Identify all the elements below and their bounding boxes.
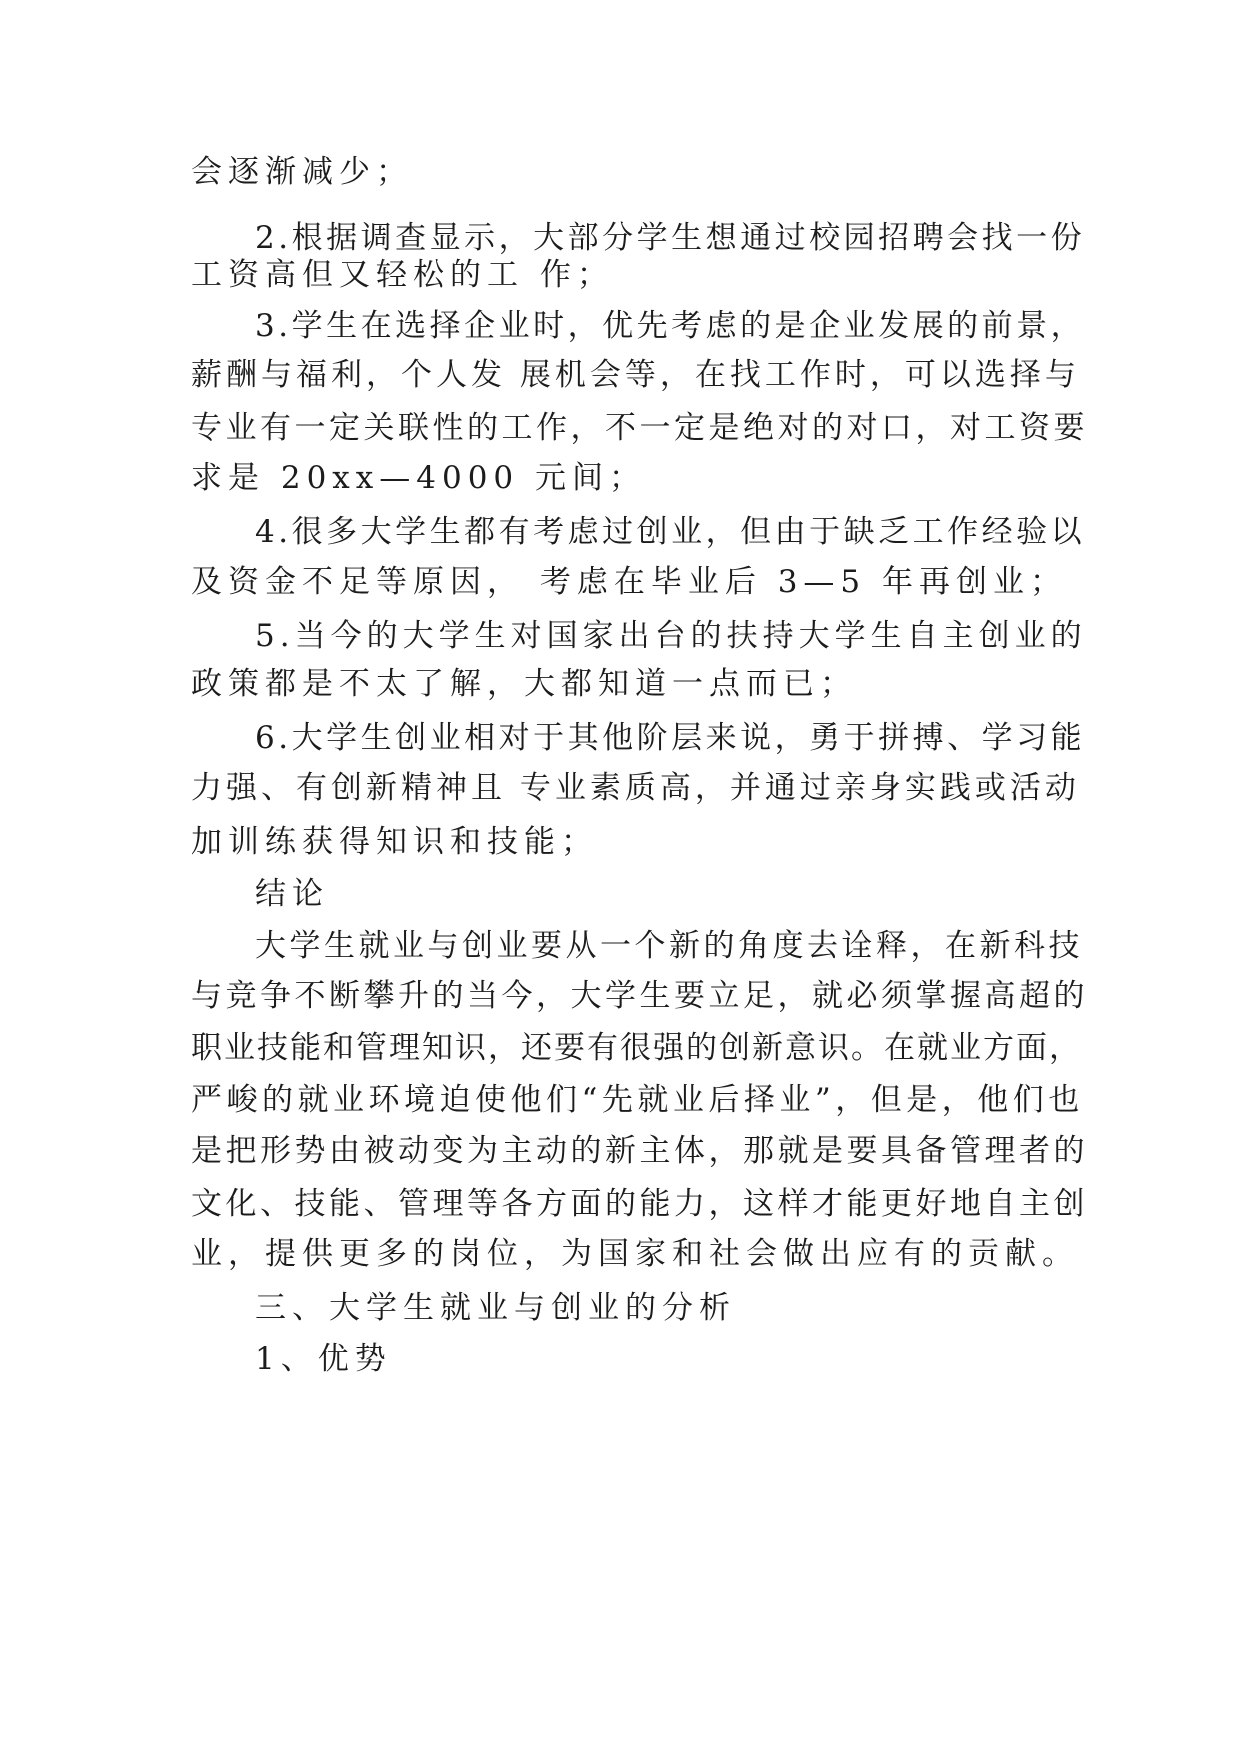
- section-heading: 结论: [255, 876, 329, 912]
- text-line: 6.大学生创业相对于其他阶层来说，勇于拼搏、学习能: [255, 720, 1086, 756]
- text-line: 政策都是不太了解，大都知道一点而已；: [191, 666, 857, 702]
- text-line: 业，提供更多的岗位，为国家和社会做出应有的贡献。: [191, 1236, 1079, 1272]
- text-line: 工资高但又轻松的工 作；: [191, 257, 614, 293]
- text-line: 2.根据调查显示，大部分学生想通过校园招聘会找一份: [255, 220, 1086, 256]
- text-line: 严峻的就业环境迫使他们“先就业后择业”，但是，他们也: [191, 1082, 1084, 1118]
- text-line: 3.学生在选择企业时，优先考虑的是企业发展的前景，: [255, 308, 1086, 344]
- subsection-heading: 1、优势: [255, 1341, 392, 1377]
- text-line: 薪酬与福利，个人发 展机会等，在找工作时，可以选择与: [191, 357, 1080, 393]
- text-line: 力强、有创新精神且 专业素质高，并通过亲身实践或活动: [191, 770, 1080, 806]
- text-line: 及资金不足等原因， 考虑在毕业后 3—5 年再创业；: [191, 564, 1068, 600]
- text-line: 求是 20xx—4000 元间；: [191, 460, 647, 496]
- text-line: 加训练获得知识和技能；: [191, 824, 598, 860]
- text-line: 4.很多大学生都有考虑过创业，但由于缺乏工作经验以: [255, 514, 1086, 550]
- text-line: 是把形势由被动变为主动的新主体，那就是要具备管理者的: [191, 1133, 1088, 1169]
- text-line: 与竞争不断攀升的当今，大学生要立足，就必须掌握高超的: [191, 978, 1088, 1014]
- text-line: 会逐渐减少；: [191, 154, 413, 190]
- text-line: 专业有一定关联性的工作，不一定是绝对的对口，对工资要: [191, 410, 1088, 446]
- text-line: 大学生就业与创业要从一个新的角度去诠释，在新科技: [255, 928, 1083, 964]
- text-line: 职业技能和管理知识，还要有很强的创新意识。在就业方面，: [191, 1030, 1082, 1066]
- text-line: 文化、技能、管理等各方面的能力，这样才能更好地自主创: [191, 1186, 1088, 1222]
- section-heading: 三、大学生就业与创业的分析: [255, 1290, 736, 1326]
- text-line: 5.当今的大学生对国家出台的扶持大学生自主创业的: [255, 618, 1087, 654]
